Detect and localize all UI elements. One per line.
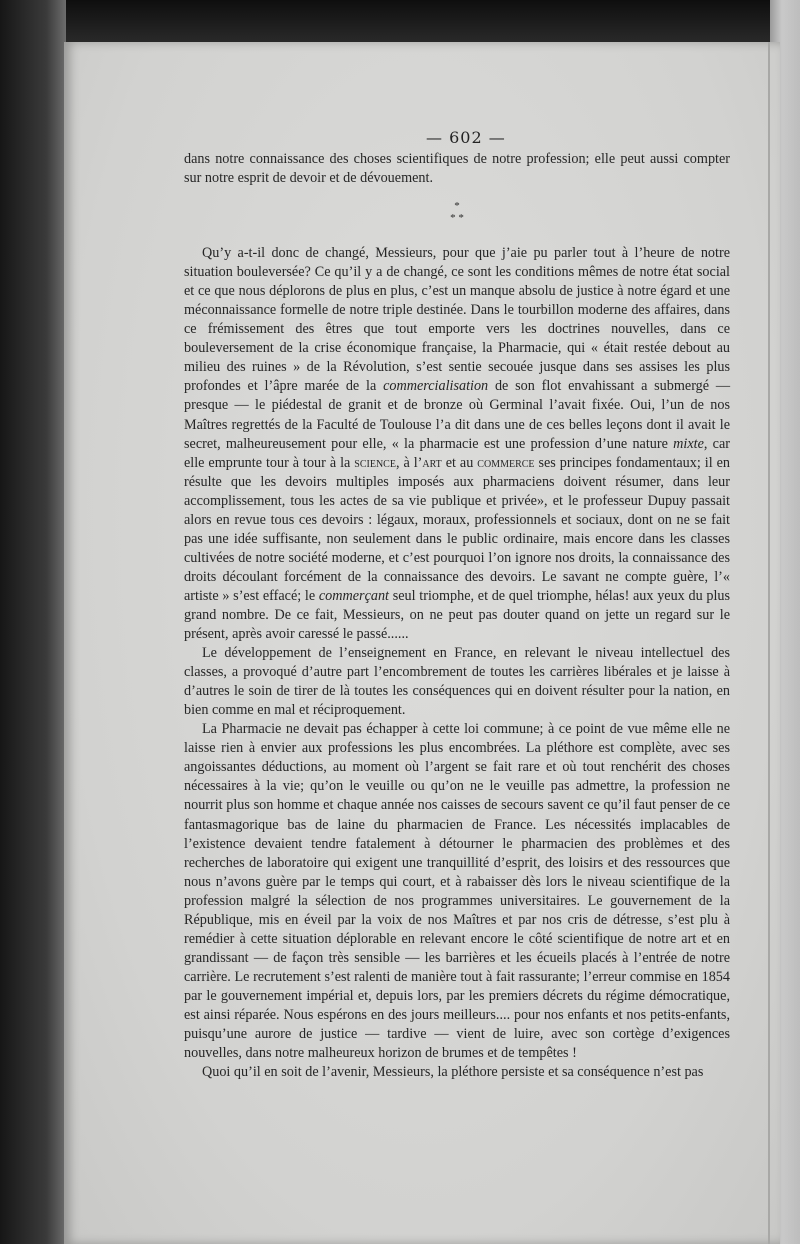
p1-term-mixte: mixte [673,435,704,452]
p1-text-b: de son flot envahissant a submergé — presque — le piédestal de granit et de bronze où Germinal l’avait fixée. Oui, l’un de nos Maîtres regrettés de la Faculté de Toulouse l’a dit dans une de ces belles leçons dont il avait le secret, malheureusement pour elle, « la pharmacie est une profession d’une nature [184,378,731,452]
p1-term-commerce: commerce [477,454,535,471]
p1-term-science: science [354,454,396,471]
paragraph-3: La Pharmacie ne devait pas échapper à cette loi commune; à ce point de vue même elle ne laisse rien à envier aux professions les plus encombrées. La pléthore est complète, avec ses angoissantes déductions, au moment où l’argent se fait rare et où tout renchérit des choses nécessaires à la vie; qu’on le veuille ou qu’on ne le veuille pas admettre, la profession ne nourrit plus son homme et chaque année nos caisses de secours savent ce qu’il faut penser de ce fantasmagorique bas de laine du pharmacien de France. Les nécessités implacables de l’existence devaient tendre fatalement à détourner le pharmacien des problèmes et des recherches de laboratoire qui exigent une tranquillité d’esprit, des loisirs et des ressources que nous n’avons guère par le temps qui court, et à rabaisser dès lors le niveau scientifique de la profession malgré la sélection de nos programmes universitaires. Le gouvernement de la République, mis en éveil par la voix de nos Maîtres et par nos cris de détresse, s’est plu à remédier à cette situation déplorable en relevant encore le côté scientifique de notre art et en grandissant — de façon très sensible — les barrières et les écueils placés à l’entrée de notre carrière. Le recrutement s’est ralenti de manière tout à fait rassurante; l’erreur commise en 1854 par le gouvernement impérial et, depuis lors, par les premiers décrets du régime démocratique, est ainsi réparée. Nous espérons en des jours meilleurs.... pour nos enfants et nos petits-enfants, puisqu’une aurore de justice — tardive — vient de luire, avec son cortège d’exigences nouvelles, dans notre malheureux horizon de brumes et de tempêtes ! [184,721,730,1062]
p1-text-e: et au [445,454,474,471]
asterism-top: * [454,200,460,213]
page-edge [768,42,770,1244]
p1-text-c: , car elle emprunte tour à tour à la [184,435,730,471]
paragraph-continuation: dans notre connaissance des choses scientifiques de notre profession; elle peut aussi compter sur notre esprit de devoir et de dévouement. [184,151,730,187]
p1-term-commercialisation: commercialisation [383,378,489,395]
asterism-bottom: * * [450,212,464,225]
p1-text-a: Qu’y a-t-il donc de changé, Messieurs, pour que j’aie pu parler tout à l’heure de notre situation bouleversée? Ce qu’il y a de changé, ce sont les conditions mêmes de notre état social et ce que nous déplorons de plus en plus, c’est un manque absolu de justice à notre égard et une méconnaissance formelle de notre triple destinée. Dans le tourbillon moderne des affaires, dans ce frémissement des êtres que tout emporte vers les doctrines nouvelles, dans ce bouleversement de la crise économique française, la Pharmacie, qui « était restée debout au milieu des ruines » de la Révolution, s’est sentie secouée jusque dans ses assises les plus profondes et l’âpre marée de la [184,245,730,395]
section-asterism [184,200,730,224]
p1-term-art: art [422,454,442,471]
scan-frame-left [0,0,66,1244]
page-number: — 602 — [426,128,506,147]
p1-text-d: , à l’ [395,454,423,471]
paragraph-1 [184,244,730,644]
p1-text-g: seul triomphe, et de quel triomphe, hélas! aux yeux du plus grand nombre. De ce fait, Messieurs, on ne peut pas douter quand on jette un regard sur le présent, après avoir caressé le passé...... [184,587,731,643]
p1-term-commercant: commerçant [318,587,390,604]
paragraph-2: Le développement de l’enseignement en France, en relevant le niveau intellectuel des classes, a provoqué d’autre part l’encombrement de toutes les carrières libérales et je laisse à d’autres le soin de tirer de là toutes les conséquences qui en doivent résulter pour la nation, en bien comme en mal et réciproquement. [184,645,730,719]
p1-text-f: ses principes fondamentaux; il en résulte que les devoirs multiples imposés aux pharmaciens doivent résumer, dans leur accomplissement, tous les actes de sa vie publique et privée», et le professeur Dupuy passait alors en revue tous ces devoirs : légaux, moraux, professionnels et sociaux, dont on ne se fait pas une idée suffisante, non seulement dans le public ordinaire, mais encore dans les classes cultivées de notre société moderne, et c’est pourquoi l’on ignore nos droits, la connaissance des droits découlant forcément de la connaissance des devoirs. Le savant ne compte guère, l’« artiste » s’est effacé; le [184,454,730,604]
body-text [184,150,730,1082]
scan-frame-top [0,0,800,44]
paragraph-4: Quoi qu’il en soit de l’avenir, Messieurs, la pléthore persiste et sa conséquence n’est pas [202,1064,704,1081]
